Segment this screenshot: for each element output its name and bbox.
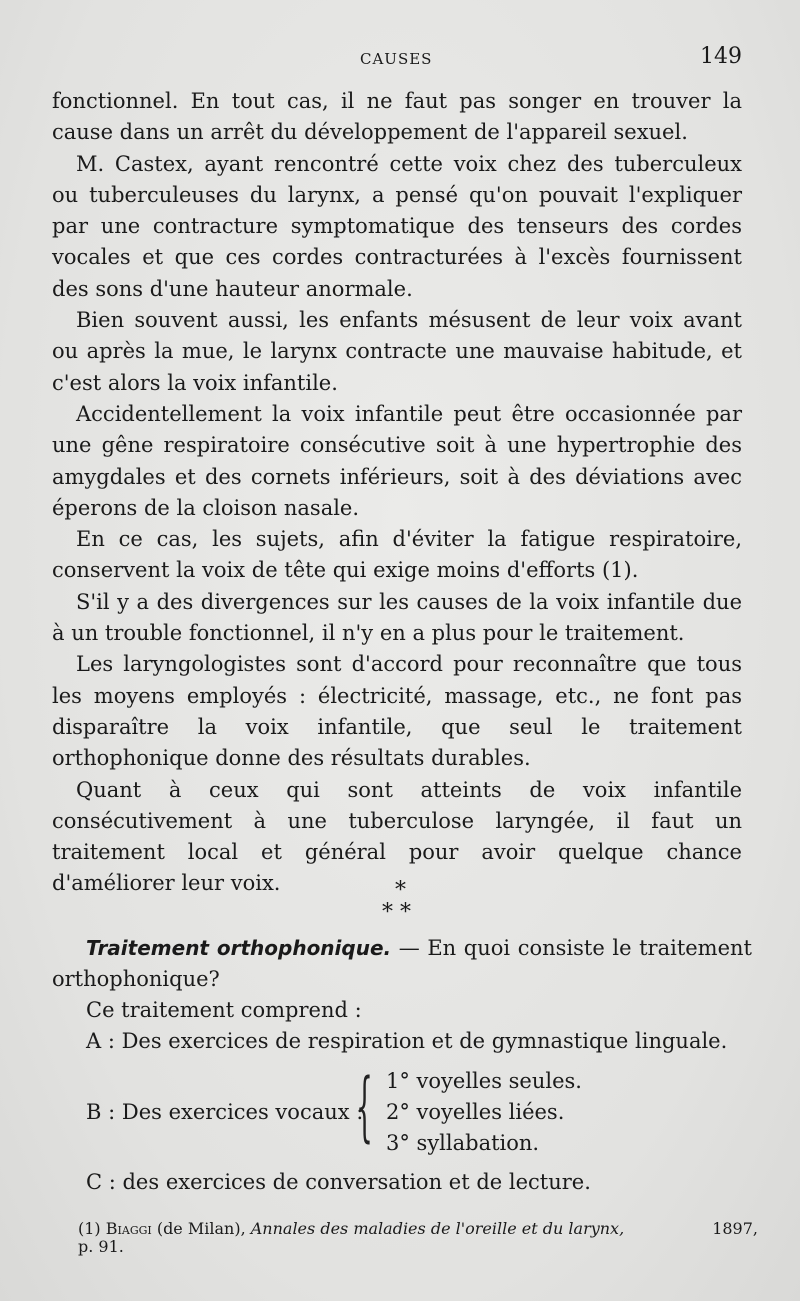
page-number: 149 (700, 44, 742, 69)
running-title: CAUSES (360, 50, 433, 68)
asterism-separator (382, 880, 411, 924)
section-heading-line (52, 933, 752, 995)
paragraph-4: Accidentellement la voix infantile peut être occasionnée par une gêne respiratoire consécutive soit à une hypertrophie des amygdales et des cornets inférieurs, soit à des déviations avec éperons de la cloison nasale. (52, 401, 742, 520)
item-b-list-entry: 2° voyelles liées. (386, 1100, 565, 1124)
footnote-journal: Annales des maladies de l'oreille et du larynx, (250, 1219, 625, 1238)
page-header (0, 44, 800, 74)
item-b-list-entry: 3° syllabation. (386, 1131, 540, 1155)
footnote-author: Biaggi (105, 1219, 152, 1238)
asterism-top: * (395, 878, 406, 903)
treatment-section (52, 933, 752, 1057)
paragraph-3: Bien souvent aussi, les enfants mésusent de leur voix avant ou après la mue, le larynx contracte une mauvaise habitude, et c'est alors la voix infantile. (52, 308, 742, 395)
footnote-pages: p. 91. (78, 1237, 124, 1256)
body-text (52, 86, 742, 903)
paragraph-2: M. Castex, ayant rencontré cette voix chez des tuberculeux ou tuberculeuses du larynx, a pensé qu'on pouvait l'expliquer par une contracture symptomatique des tenseurs des cordes vocales et que ces cordes contracturées à l'excès fournissent des sons d'une hauteur anormale. (52, 151, 742, 301)
footnote-marker: (1) (78, 1219, 101, 1238)
item-b-label: B : Des exercices vocaux : (86, 1100, 364, 1124)
item-c: C : des exercices de conversation et de lecture. (86, 1170, 591, 1194)
section-heading: Traitement orthophonique. (86, 936, 392, 960)
paragraph-5: En ce cas, les sujets, afin d'éviter la fatigue respiratoire, conservent la voix de tête qui exige moins d'efforts (1). (52, 527, 742, 583)
paragraph-1: fonctionnel. En tout cas, il ne faut pas songer en trouver la cause dans un arrêt du développement de l'appareil sexuel. (52, 89, 742, 145)
item-b-list-entry: 1° voyelles seules. (386, 1069, 582, 1093)
curly-brace: { (356, 1061, 373, 1150)
paragraph-6: S'il y a des divergences sur les causes de la voix infantile due à un trouble fonctionnel, il n'y en a plus pour le traitement. (52, 589, 742, 646)
footnote-year: 1897, (712, 1219, 758, 1238)
item-b-list (386, 1066, 582, 1159)
item-b (86, 1061, 746, 1162)
section-intro: Ce traitement comprend : (86, 998, 362, 1022)
paragraph-8: Quant à ceux qui sont atteints de voix infantile consécutivement à une tuberculose laryngée, il faut un traitement local et général pour avoir quelque chance d'améliorer leur voix. (52, 777, 742, 896)
paragraph-7: Les laryngologistes sont d'accord pour reconnaître que tous les moyens employés : électricité, massage, etc., ne font pas disparaître la voix infantile, que seul le traitement orthophonique donne des résultats durables. (52, 652, 742, 771)
footnote-place: (de Milan), (151, 1219, 251, 1238)
item-a: A : Des exercices de respiration et de gymnastique linguale. (86, 1029, 728, 1053)
footnote (78, 1220, 758, 1256)
section-heading-rest: — En quoi consiste le traitement orthophonique? (52, 936, 752, 991)
asterism-bottom: * * (382, 900, 411, 925)
